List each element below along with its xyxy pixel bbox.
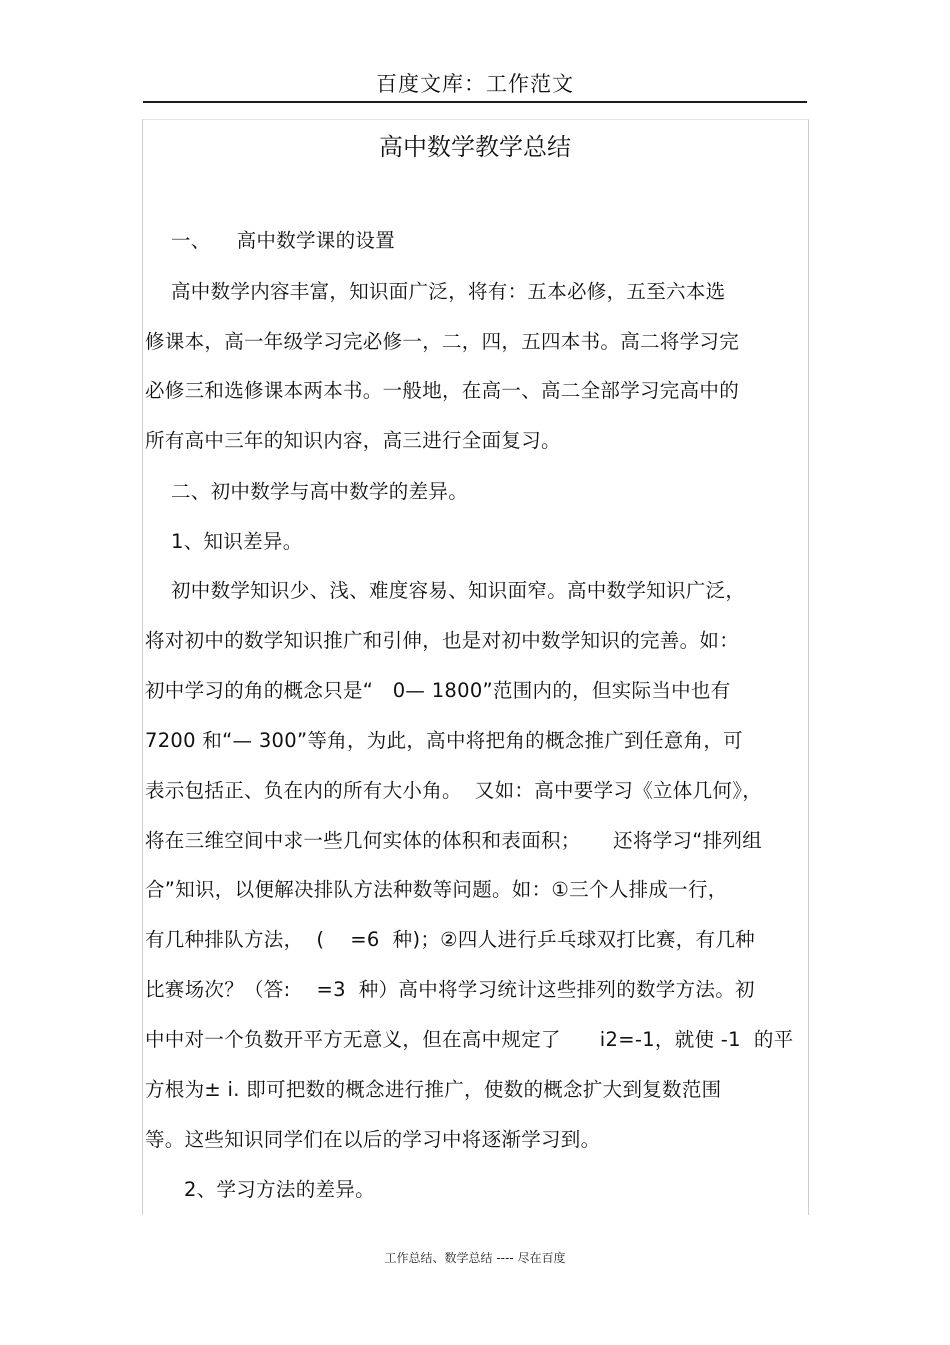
section-heading-1: 一、 高中数学课的设置 [145,229,395,252]
paragraph-line: 所有高中三年的知识内容，高三进行全面复习。 [145,429,561,452]
paragraph-line: 修课本，高一年级学习完必修一，二，四，五四本书。高二将学习完 [145,330,740,353]
document-title: 高中数学教学总结 [379,133,571,161]
header-divider [143,101,807,103]
subsection-heading-2: 2、学习方法的差异。 [145,1178,375,1201]
section-heading-2: 二、初中数学与高中数学的差异。 [145,480,468,503]
paragraph-line: 将对初中的数学知识推广和引伸，也是对初中数学知识的完善。如： [145,629,740,652]
paragraph-line: 7200 和“— 300”等角，为此，高中将把角的概念推广到任意角，可 [145,729,743,752]
paragraph-line: 表示包括正、负在内的所有大小角。 又如：高中要学习《立体几何》， [145,779,763,802]
paragraph-line: 高中数学内容丰富，知识面广泛，将有：五本必修，五至六本选 [145,280,726,303]
page-footer: 工作总结、数学总结 ---- 尽在百度 [384,1251,566,1265]
paragraph-line: 方根为± i. 即可把数的概念进行推广，使数的概念扩大到复数范围 [145,1078,722,1101]
paragraph-line: 中中对一个负数开平方无意义，但在高中规定了 i2=-1，就使 -1 的平 [145,1028,794,1051]
paragraph-line: 必修三和选修课本两本书。一般地，在高一、高二全部学习完高中的 [145,379,740,402]
paragraph-line: 比赛场次？（答: =3 种）高中将学习统计这些排列的数学方法。初 [145,978,755,1001]
paragraph-line: 将在三维空间中求一些几何实体的体积和表面积； 还将学习“排列组 [145,829,763,852]
paragraph-line: 合”知识，以便解决排队方法种数等问题。如：①三个人排成一行， [145,878,728,901]
paragraph-line: 等。这些知识同学们在以后的学习中将逐渐学习到。 [145,1128,601,1151]
subsection-heading-1: 1、知识差异。 [145,530,303,553]
paragraph-line: 有几种排队方法， ( =6 种)；②四人进行乒乓球双打比赛，有几种 [145,928,755,951]
paragraph-line: 初中数学知识少、浅、难度容易、知识面窄。高中数学知识广泛， [145,579,746,602]
paragraph-line: 初中学习的角的概念只是“ 0— 1800”范围内的，但实际当中也有 [145,679,731,702]
page-header-title: 百度文库：工作范文 [376,72,574,96]
